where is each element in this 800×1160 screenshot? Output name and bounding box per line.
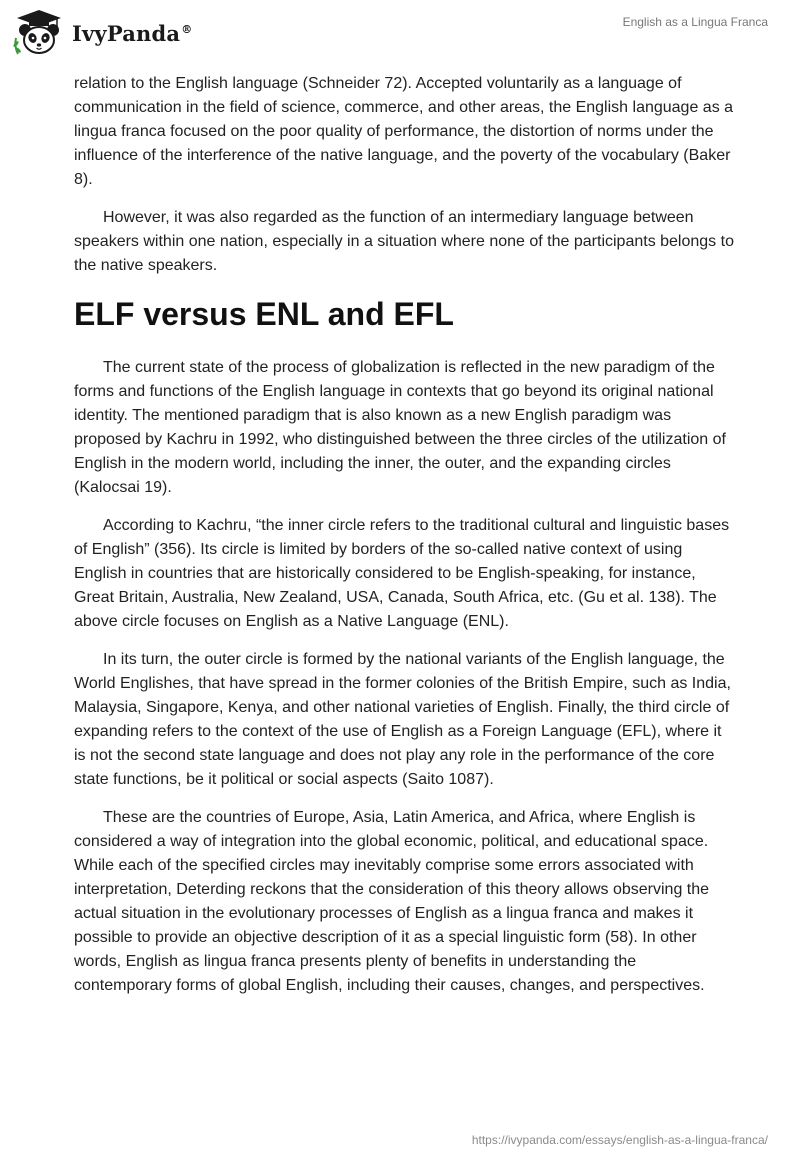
paragraph: The current state of the process of globalization is reflected in the new paradigm of the forms and functions of the English language in contexts that go beyond its original national identity. The mentioned paradigm that is also known as a new English paradigm was proposed by Kachru in 1992, who distinguished between the three circles of the utilization of English in the modern world, including the inner, the outer, and the expanding circles (Kalocsai 19). xyxy=(74,359,726,496)
paragraph: However, it was also regarded as the function of an intermediary language between speakers within one nation, especially in a situation where none of the participants belongs to the native speakers. xyxy=(74,209,734,274)
page-header xyxy=(0,0,800,64)
registered-mark: ® xyxy=(181,22,193,36)
paragraph-continued: relation to the English language (Schneider 72). Accepted voluntarily as a language of communication in the field of science, commerce, and other areas, the English language as a lingua franca focused on the poor quality of performance, the distortion of norms under the influence of the interference of the native language, and the poverty of the vocabulary (Baker 8). xyxy=(74,75,734,188)
paragraph: According to Kachru, “the inner circle refers to the traditional cultural and linguistic bases of English” (356). Its circle is limited by borders of the so-called native context of using English in countries that are historically considered to be English-speaking, for instance, Great Britain, Australia, New Zealand, USA, Canada, South Africa, etc. (Gu et al. 138). The above circle focuses on English as a Native Language (ENL). xyxy=(74,517,730,630)
brand-name: IvyPanda® xyxy=(72,20,193,46)
source-url-link[interactable]: https://ivypanda.com/essays/english-as-a-lingua-franca/ xyxy=(471,1133,768,1147)
document-title: English as a Lingua Franca xyxy=(622,15,768,29)
section-heading: ELF versus ENL and EFL xyxy=(74,296,454,332)
paragraph: These are the countries of Europe, Asia, Latin America, and Africa, where English is considered a way of integration into the global economic, political, and educational space. While each of the specified circles may inevitably comprise some errors associated with interpretation, Deterding reckons that the consideration of this theory allows observing the actual situation in the evolutionary processes of English as a lingua franca and makes it possible to provide an objective description of it as a special linguistic form (58). In other words, English as lingua franca presents plenty of benefits in understanding the contemporary forms of global English, including their causes, changes, and perspectives. xyxy=(74,809,710,994)
paragraph: In its turn, the outer circle is formed by the national variants of the English language, the World Englishes, that have spread in the former colonies of the British Empire, such as India, Malaysia, Singapore, Kenya, and other national varieties of English. Finally, the third circle of expanding refers to the context of the use of English as a Foreign Language (EFL), where it is not the second state language and does not play any role in the performance of the core state functions, be it political or social aspects (Saito 1087). xyxy=(74,651,731,788)
ivypanda-logo-link[interactable] xyxy=(12,8,192,58)
article-body xyxy=(74,72,734,1012)
panda-logo-icon xyxy=(12,8,66,58)
